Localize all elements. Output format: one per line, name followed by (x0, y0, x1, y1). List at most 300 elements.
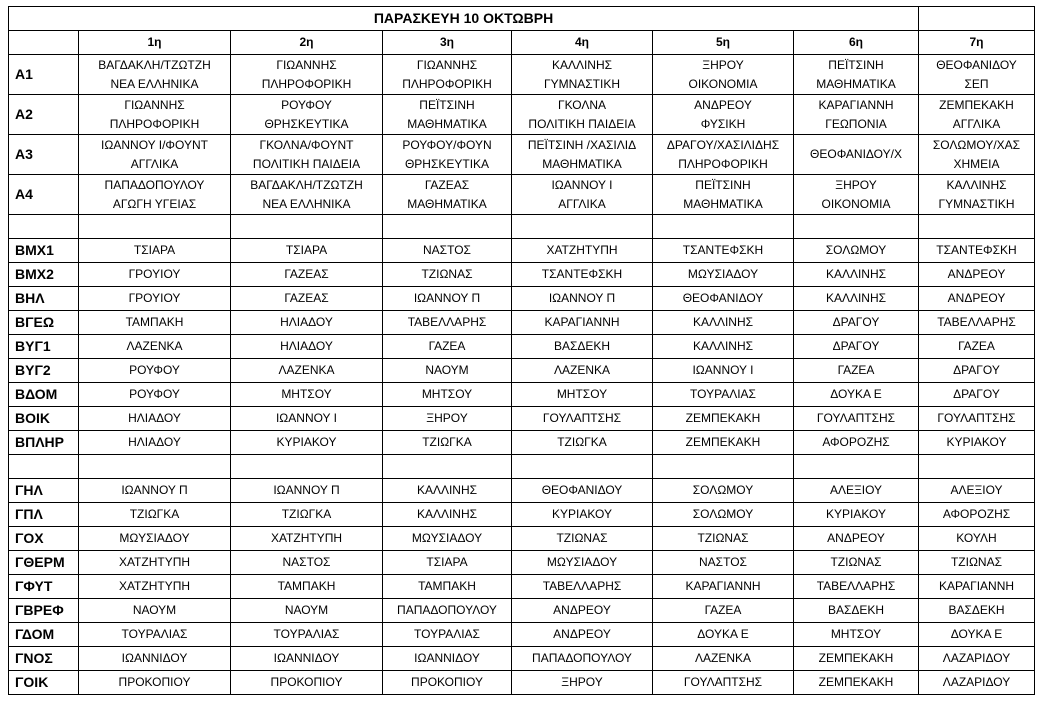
teacher-name: ΤΣΙΑΡΑ (133, 243, 176, 257)
subject-name: ΠΛΗΡΟΦΟΡΙΚΗ (109, 116, 200, 131)
teacher-name: ΜΩΥΣΙΑΔΟΥ (687, 267, 759, 281)
period-header: 6η (794, 31, 919, 55)
teacher-name: ΔΡΑΓΟΥ (832, 339, 880, 353)
teacher-name: ΑΝΔΡΕΟΥ (827, 531, 885, 545)
schedule-cell (512, 95, 653, 135)
schedule-cell (512, 599, 653, 623)
teacher-name: ΚΥΡΙΑΚΟΥ (826, 507, 886, 521)
class-label: Α2 (9, 95, 79, 135)
schedule-cell (653, 383, 794, 407)
class-row (9, 135, 1035, 175)
schedule-cell (512, 175, 653, 215)
teacher-name: ΙΩΑΝΝΙΔΟΥ (273, 651, 340, 665)
schedule-cell (383, 175, 512, 215)
teacher-name: ΙΩΑΝΝΟΥ Ι (551, 177, 613, 192)
class-label: ΓΦΥΤ (9, 575, 79, 599)
class-row (9, 671, 1035, 695)
schedule-cell (919, 431, 1035, 455)
schedule-cell (794, 263, 919, 287)
schedule-cell (919, 575, 1035, 599)
class-label: Α3 (9, 135, 79, 175)
schedule-cell (512, 55, 653, 95)
teacher-name: ΤΑΒΕΛΛΑΡΗΣ (542, 579, 622, 593)
subject-name: ΜΑΘΗΜΑΤΙΚΑ (683, 196, 763, 211)
schedule-cell (919, 503, 1035, 527)
schedule-cell (794, 551, 919, 575)
teacher-name: ΓΙΩΑΝΝΗΣ (416, 57, 478, 72)
teacher-name: ΧΑΤΖΗΤΥΠΗ (546, 243, 618, 257)
schedule-cell (794, 311, 919, 335)
schedule-cell (794, 479, 919, 503)
schedule-cell (919, 239, 1035, 263)
teacher-name: ΗΛΙΑΔΟΥ (128, 435, 181, 449)
teacher-name: ΝΑΣΤΟΣ (699, 555, 747, 569)
teacher-name: ΚΟΥΛΗ (956, 531, 997, 545)
teacher-name: ΖΕΜΠΕΚΑΚΗ (818, 651, 894, 665)
schedule-cell (919, 527, 1035, 551)
schedule-cell (79, 479, 231, 503)
schedule-cell (231, 55, 383, 95)
teacher-name: ΓΟΥΛΑΠΤΣΗΣ (816, 411, 896, 425)
teacher-name: ΓΚΟΛΝΑ/ΦΟΥΝΤ (259, 137, 354, 152)
schedule-cell (231, 383, 383, 407)
schedule-cell (653, 335, 794, 359)
teacher-name: ΛΑΖΑΡΙΔΟΥ (942, 675, 1011, 689)
schedule-cell (383, 479, 512, 503)
schedule-cell (512, 431, 653, 455)
schedule-cell (231, 311, 383, 335)
schedule-cell (383, 263, 512, 287)
teacher-name: ΝΑΣΤΟΣ (282, 555, 331, 569)
schedule-cell (653, 623, 794, 647)
schedule-cell (383, 647, 512, 671)
empty-cell (231, 455, 383, 479)
subject-name: ΜΑΘΗΜΑΤΙΚΑ (407, 116, 487, 131)
teacher-name: ΑΦΟΡΟΖΗΣ (942, 507, 1011, 521)
teacher-name: ΠΡΟΚΟΠΙΟΥ (118, 675, 191, 689)
schedule-cell (79, 551, 231, 575)
teacher-name: ΓΟΥΛΑΠΤΣΗΣ (542, 411, 622, 425)
teacher-name: ΠΕΪΤΣΙΝΗ /ΧΑΣΙΛΙΔ (527, 137, 637, 152)
schedule-cell (653, 287, 794, 311)
teacher-name: ΠΡΟΚΟΠΙΟΥ (411, 675, 483, 689)
schedule-cell (919, 647, 1035, 671)
teacher-name: ΤΖΙΩΝΑΣ (697, 531, 749, 545)
teacher-name: ΖΕΜΠΕΚΑΚΗ (685, 435, 761, 449)
teacher-name: ΚΑΛΛΙΝΗΣ (946, 177, 1007, 192)
schedule-cell (79, 359, 231, 383)
schedule-cell (383, 359, 512, 383)
schedule-cell (231, 671, 383, 695)
empty-cell (919, 215, 1035, 239)
teacher-name: ΚΑΡΑΓΙΑΝΝΗ (818, 97, 894, 112)
subject-name: ΘΡΗΣΚΕΥΤΙΚΑ (404, 156, 490, 171)
teacher-name: ΘΕΟΦΑΝΙΔΟΥ (936, 57, 1017, 72)
teacher-name: ΓΟΥΛΑΠΤΣΗΣ (937, 411, 1016, 425)
teacher-name: ΜΩΥΣΙΑΔΟΥ (119, 531, 190, 545)
empty-cell (9, 215, 79, 239)
schedule-cell (653, 311, 794, 335)
teacher-name: ΔΡΑΓΟΥ (832, 315, 880, 329)
teacher-name: ΔΟΥΚΑ Ε (830, 387, 882, 401)
class-label: ΒΥΓ2 (9, 359, 79, 383)
class-label: ΒΠΛΗΡ (9, 431, 79, 455)
class-label: ΒΗΛ (9, 287, 79, 311)
schedule-cell (79, 407, 231, 431)
schedule-cell (79, 239, 231, 263)
schedule-cell (653, 647, 794, 671)
class-row (9, 55, 1035, 95)
class-row (9, 335, 1035, 359)
teacher-name: ΤΖΙΩΝΑΣ (421, 267, 473, 281)
schedule-cell (512, 671, 653, 695)
teacher-name: ΔΡΑΓΟΥ (953, 363, 1000, 377)
teacher-name: ΤΑΜΠΑΚΗ (277, 579, 336, 593)
teacher-name: ΚΑΛΛΙΝΗΣ (825, 267, 887, 281)
teacher-name: ΙΩΑΝΝΟΥ Π (413, 291, 481, 305)
teacher-name: ΘΕΟΦΑΝΙΔΟΥ (682, 291, 764, 305)
teacher-name: ΓΑΖΕΑ (428, 339, 466, 353)
teacher-name: ΣΟΛΩΜΟΥ (692, 483, 754, 497)
schedule-cell (653, 503, 794, 527)
teacher-name: ΒΑΓΔΑΚΛΗ/ΤΖΩΤΖΗ (250, 177, 363, 192)
schedule-cell (231, 335, 383, 359)
subject-name: ΦΥΣΙΚΗ (700, 116, 746, 131)
schedule-cell (512, 311, 653, 335)
schedule-cell (383, 335, 512, 359)
schedule-cell (794, 239, 919, 263)
subject-name: ΠΛΗΡΟΦΟΡΙΚΗ (678, 156, 768, 171)
teacher-name: ΠΕΪΤΣΙΝΗ (828, 57, 884, 72)
schedule-cell (512, 479, 653, 503)
empty-cell (919, 455, 1035, 479)
schedule-cell (79, 575, 231, 599)
teacher-name: ΛΑΖΕΝΚΑ (694, 651, 752, 665)
teacher-name: ΠΑΠΑΔΟΠΟΥΛΟΥ (532, 651, 632, 665)
schedule-cell (653, 527, 794, 551)
schedule-cell (919, 599, 1035, 623)
teacher-name: ΠΑΠΑΔΟΠΟΥΛΟΥ (397, 603, 497, 617)
schedule-cell (512, 263, 653, 287)
teacher-name: ΚΥΡΙΑΚΟΥ (276, 435, 337, 449)
schedule-cell (919, 95, 1035, 135)
schedule-table (8, 6, 1035, 695)
teacher-name: ΑΝΔΡΕΟΥ (694, 97, 752, 112)
schedule-cell (79, 599, 231, 623)
class-label: ΒΔΟΜ (9, 383, 79, 407)
schedule-cell (231, 431, 383, 455)
teacher-name: ΤΟΥΡΑΛΙΑΣ (273, 627, 340, 641)
schedule-cell (383, 671, 512, 695)
teacher-name: ΤΖΙΩΝΑΣ (830, 555, 882, 569)
schedule-cell (512, 383, 653, 407)
teacher-name: ΑΝΔΡΕΟΥ (553, 627, 611, 641)
title-empty-cell (919, 7, 1035, 31)
teacher-name: ΛΑΖΕΝΚΑ (278, 363, 335, 377)
schedule-cell (79, 671, 231, 695)
teacher-name: ΙΩΑΝΝΟΥ Ι (275, 411, 338, 425)
schedule-cell (512, 623, 653, 647)
subject-name: ΧΗΜΕΙΑ (953, 156, 1000, 171)
teacher-name: ΓΚΟΛΝΑ (557, 97, 607, 112)
schedule-cell (794, 671, 919, 695)
class-label: ΓΒΡΕΦ (9, 599, 79, 623)
class-row (9, 575, 1035, 599)
class-label: ΓΟΧ (9, 527, 79, 551)
schedule-cell (383, 239, 512, 263)
schedule-cell (79, 623, 231, 647)
teacher-name: ΑΛΕΞΙΟΥ (829, 483, 883, 497)
subject-name: ΜΑΘΗΜΑΤΙΚΑ (542, 156, 622, 171)
schedule-cell (383, 623, 512, 647)
teacher-name: ΣΟΛΩΜΟΥ (692, 507, 754, 521)
teacher-name: ΓΑΖΕΑ (837, 363, 875, 377)
teacher-name: ΝΑΟΥΜ (132, 603, 177, 617)
schedule-cell (653, 599, 794, 623)
teacher-name: ΚΑΛΛΙΝΗΣ (416, 507, 478, 521)
teacher-name: ΒΑΣΔΕΚΗ (553, 339, 611, 353)
schedule-cell (919, 175, 1035, 215)
teacher-name: ΤΣΙΑΡΑ (426, 555, 468, 569)
class-row (9, 431, 1035, 455)
period-header: 5η (653, 31, 794, 55)
teacher-name: ΤΣΑΝΤΕΦΣΚΗ (682, 243, 764, 257)
subject-name: ΠΟΛΙΤΙΚΗ ΠΑΙΔΕΙΑ (252, 156, 361, 171)
teacher-name: ΜΗΤΣΟΥ (421, 387, 473, 401)
teacher-name: ΙΩΑΝΝΟΥ Ι (692, 363, 754, 377)
schedule-cell (231, 175, 383, 215)
schedule-cell (653, 95, 794, 135)
teacher-name: ΖΕΜΠΕΚΑΚΗ (818, 675, 894, 689)
schedule-cell (794, 175, 919, 215)
schedule-cell (79, 135, 231, 175)
class-row (9, 647, 1035, 671)
schedule-cell (919, 671, 1035, 695)
teacher-name: ΚΥΡΙΑΚΟΥ (552, 507, 612, 521)
schedule-cell (512, 647, 653, 671)
schedule-cell (794, 55, 919, 95)
teacher-name: ΠΕΪΤΣΙΝΗ (695, 177, 751, 192)
subject-name: ΠΛΗΡΟΦΟΡΙΚΗ (261, 76, 352, 91)
schedule-cell (383, 527, 512, 551)
schedule-cell (794, 359, 919, 383)
teacher-name: ΤΑΜΠΑΚΗ (418, 579, 476, 593)
teacher-name: ΜΩΥΣΙΑΔΟΥ (546, 555, 618, 569)
teacher-name: ΡΟΥΦΟΥ (281, 97, 332, 112)
period-header: 1η (79, 31, 231, 55)
class-label: ΒΜΧ2 (9, 263, 79, 287)
schedule-cell (919, 311, 1035, 335)
schedule-cell (653, 239, 794, 263)
schedule-title: ΠΑΡΑΣΚΕΥΗ 10 ΟΚΤΩΒΡΗ (9, 7, 919, 31)
schedule-cell (653, 135, 794, 175)
schedule-cell (79, 431, 231, 455)
subject-name: ΜΑΘΗΜΑΤΙΚΑ (407, 196, 487, 211)
teacher-name: ΖΕΜΠΕΚΑΚΗ (685, 411, 761, 425)
schedule-cell (512, 407, 653, 431)
teacher-name: ΡΟΥΦΟΥ (129, 387, 180, 401)
schedule-cell (794, 335, 919, 359)
period-header-row (9, 31, 1035, 55)
teacher-name: ΛΑΖΑΡΙΔΟΥ (942, 651, 1011, 665)
teacher-name: ΤΣΑΝΤΕΦΣΚΗ (541, 267, 623, 281)
schedule-cell (231, 407, 383, 431)
teacher-name: ΗΛΙΑΔΟΥ (128, 411, 181, 425)
schedule-cell (794, 95, 919, 135)
class-row (9, 623, 1035, 647)
schedule-cell (794, 383, 919, 407)
teacher-name: ΘΕΟΦΑΝΙΔΟΥ (541, 483, 623, 497)
empty-cell (653, 455, 794, 479)
period-header: 4η (512, 31, 653, 55)
schedule-cell (794, 575, 919, 599)
teacher-name: ΤΖΙΩΓΚΑ (129, 507, 180, 521)
schedule-cell (231, 647, 383, 671)
teacher-name: ΓΙΩΑΝΝΗΣ (124, 97, 185, 112)
teacher-name: ΑΝΔΡΕΟΥ (947, 267, 1006, 281)
empty-cell (383, 455, 512, 479)
empty-cell (9, 455, 79, 479)
teacher-name: ΙΩΑΝΝΟΥ Ι/ΦΟΥΝΤ (101, 137, 208, 152)
schedule-cell (79, 175, 231, 215)
teacher-name: ΒΑΣΔΕΚΗ (827, 603, 885, 617)
teacher-name: ΝΑΣΤΟΣ (423, 243, 471, 257)
teacher-name: ΙΩΑΝΝΟΥ Π (548, 291, 616, 305)
subject-name: ΑΓΓΛΙΚΑ (952, 116, 1001, 131)
subject-name: ΓΕΩΠΟΝΙΑ (825, 116, 887, 131)
class-label: ΓΠΛ (9, 503, 79, 527)
teacher-name: ΔΡΑΓΟΥ (953, 387, 1000, 401)
subject-name: ΝΕΑ ΕΛΛΗΝΙΚΑ (262, 196, 351, 211)
empty-cell (794, 215, 919, 239)
subject-name: ΓΥΜΝΑΣΤΙΚΗ (543, 76, 621, 91)
schedule-cell (512, 575, 653, 599)
schedule-cell (79, 263, 231, 287)
teacher-name: ΚΑΡΑΓΙΑΝΝΗ (544, 315, 620, 329)
subject-name: ΓΥΜΝΑΣΤΙΚΗ (938, 196, 1015, 211)
teacher-name: ΜΗΤΣΟΥ (556, 387, 608, 401)
teacher-name: ΠΡΟΚΟΠΙΟΥ (270, 675, 343, 689)
schedule-cell (231, 263, 383, 287)
teacher-name: ΑΦΟΡΟΖΗΣ (822, 435, 890, 449)
class-label: ΓΗΛ (9, 479, 79, 503)
schedule-cell (231, 95, 383, 135)
teacher-name: ΓΡΟΥΙΟΥ (128, 267, 181, 281)
schedule-cell (383, 135, 512, 175)
schedule-cell (653, 55, 794, 95)
subject-name: ΟΙΚΟΝΟΜΙΑ (821, 196, 891, 211)
teacher-name: ΓΑΖΕΑ (704, 603, 742, 617)
schedule-cell (383, 311, 512, 335)
schedule-cell (231, 479, 383, 503)
teacher-name: ΤΖΙΩΓΚΑ (281, 507, 332, 521)
teacher-name: ΓΡΟΥΙΟΥ (128, 291, 181, 305)
teacher-name: ΛΑΖΕΝΚΑ (553, 363, 611, 377)
schedule-cell (79, 95, 231, 135)
schedule-cell (794, 431, 919, 455)
teacher-name: ΣΟΛΩΜΟΥ (825, 243, 887, 257)
class-label: ΓΘΕΡΜ (9, 551, 79, 575)
schedule-cell (653, 551, 794, 575)
period-header: 3η (383, 31, 512, 55)
schedule-cell (79, 335, 231, 359)
schedule-cell (231, 623, 383, 647)
schedule-cell (512, 239, 653, 263)
schedule-cell (794, 599, 919, 623)
teacher-name: ΔΟΥΚΑ Ε (697, 627, 749, 641)
schedule-cell (383, 383, 512, 407)
teacher-name: ΓΙΩΑΝΝΗΣ (276, 57, 337, 72)
schedule-cell (919, 287, 1035, 311)
teacher-name: ΜΩΥΣΙΑΔΟΥ (411, 531, 483, 545)
schedule-cell (231, 599, 383, 623)
class-label: ΓΝΟΣ (9, 647, 79, 671)
teacher-name: ΒΑΣΔΕΚΗ (948, 603, 1005, 617)
schedule-cell (383, 551, 512, 575)
schedule-cell (794, 135, 919, 175)
empty-cell (79, 215, 231, 239)
schedule-cell (231, 239, 383, 263)
teacher-name: ΑΛΕΞΙΟΥ (950, 483, 1003, 497)
teacher-name: ΤΖΙΩΝΑΣ (556, 531, 608, 545)
schedule-cell (512, 287, 653, 311)
class-row (9, 527, 1035, 551)
schedule-cell (231, 359, 383, 383)
teacher-name: ΞΗΡΟΥ (426, 411, 468, 425)
schedule-cell (919, 335, 1035, 359)
teacher-name: ΔΡΑΓΟΥ/ΧΑΣΙΛΙΔΗΣ (666, 137, 780, 152)
separator-row (9, 455, 1035, 479)
subject-name: ΠΟΛΙΤΙΚΗ ΠΑΙΔΕΙΑ (528, 116, 636, 131)
teacher-name: ΗΛΙΑΔΟΥ (280, 339, 333, 353)
schedule-cell (231, 287, 383, 311)
teacher-name: ΞΗΡΟΥ (561, 675, 603, 689)
schedule-cell (79, 383, 231, 407)
subject-name: ΑΓΓΛΙΚΑ (558, 196, 606, 211)
teacher-name: ΡΟΥΦΟΥ (129, 363, 180, 377)
teacher-name: ΝΑΟΥΜ (284, 603, 329, 617)
schedule-cell (919, 623, 1035, 647)
schedule-cell (383, 599, 512, 623)
teacher-name: ΤΖΙΩΓΚΑ (422, 435, 472, 449)
title-row (9, 7, 1035, 31)
teacher-name: ΚΑΛΛΙΝΗΣ (416, 483, 478, 497)
schedule-cell (653, 359, 794, 383)
schedule-cell (79, 287, 231, 311)
class-label: ΒΥΓ1 (9, 335, 79, 359)
schedule-cell (231, 135, 383, 175)
subject-name: ΘΡΗΣΚΕΥΤΙΚΑ (264, 116, 349, 131)
schedule-cell (512, 359, 653, 383)
schedule-cell (653, 575, 794, 599)
teacher-name: ΚΑΡΑΓΙΑΝΝΗ (938, 579, 1015, 593)
schedule-cell (919, 135, 1035, 175)
schedule-cell (512, 527, 653, 551)
empty-cell (383, 215, 512, 239)
schedule-cell (79, 55, 231, 95)
schedule-cell (919, 479, 1035, 503)
schedule-cell (79, 503, 231, 527)
teacher-name: ΚΑΛΛΙΝΗΣ (692, 339, 754, 353)
schedule-cell (794, 407, 919, 431)
teacher-name: ΙΩΑΝΝΙΔΟΥ (414, 651, 480, 665)
schedule-cell (653, 479, 794, 503)
class-label: ΓΟΙΚ (9, 671, 79, 695)
teacher-name: ΙΩΑΝΝΟΥ Π (121, 483, 188, 497)
teacher-name: ΖΕΜΠΕΚΑΚΗ (939, 97, 1014, 112)
teacher-name: ΡΟΥΦΟΥ/ΦΟΥΝ (402, 137, 492, 152)
teacher-name: ΠΕΪΤΣΙΝΗ (419, 97, 475, 112)
